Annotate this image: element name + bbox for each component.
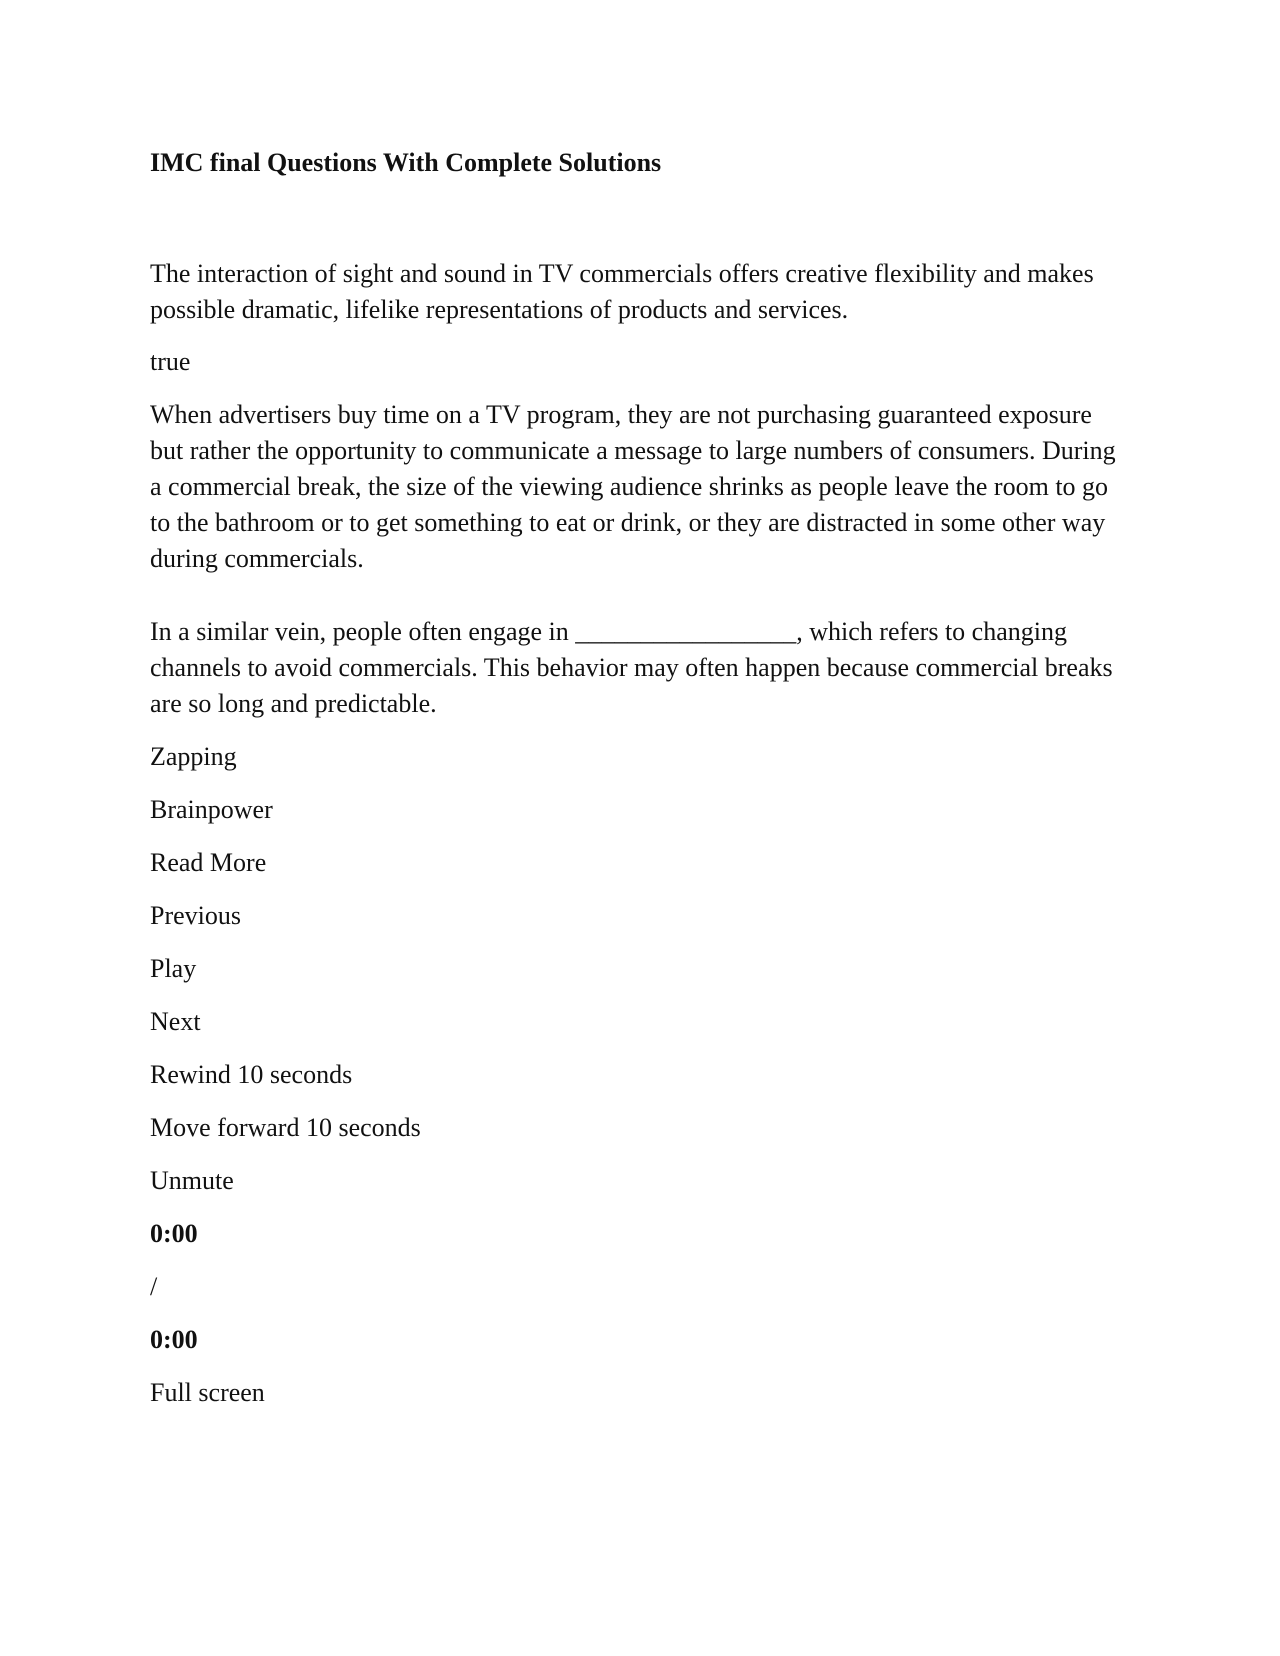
next-button[interactable]: Next — [150, 1007, 201, 1036]
play-button[interactable]: Play — [150, 954, 197, 983]
rewind-button[interactable]: Rewind 10 seconds — [150, 1060, 353, 1089]
time-separator: / — [150, 1272, 158, 1301]
question-3: In a similar vein, people often engage in _________________, which refers to changing channels to avoid commercials. This behavior may often happen because commercial breaks are so long and predictable. — [150, 617, 1113, 718]
question-2: When advertisers buy time on a TV program, they are not purchasing guaranteed exposure but rather the opportunity to communicate a message to large numbers of consumers. During a commercial break, the size of the viewing audience shrinks as people leave the room to go to the bathroom or to get something to eat or drink, or they are distracted in some other way during commercials. — [150, 400, 1116, 573]
read-more-link[interactable]: Read More — [150, 848, 267, 877]
full-screen-button[interactable]: Full screen — [150, 1378, 265, 1407]
forward-button[interactable]: Move forward 10 seconds — [150, 1113, 421, 1142]
duration-time: 0:00 — [150, 1325, 198, 1354]
current-time: 0:00 — [150, 1219, 198, 1248]
answer-1: true — [150, 347, 191, 376]
document-page — [150, 146, 1130, 1411]
question-1: The interaction of sight and sound in TV commercials offers creative flexibility and makes possible dramatic, lifelike representations of products and services. — [150, 259, 1094, 324]
document-title: IMC final Questions With Complete Solutions — [150, 148, 662, 177]
previous-button[interactable]: Previous — [150, 901, 241, 930]
player-brand-label: Brainpower — [150, 795, 273, 824]
answer-3: Zapping — [150, 742, 237, 771]
unmute-button[interactable]: Unmute — [150, 1166, 234, 1195]
